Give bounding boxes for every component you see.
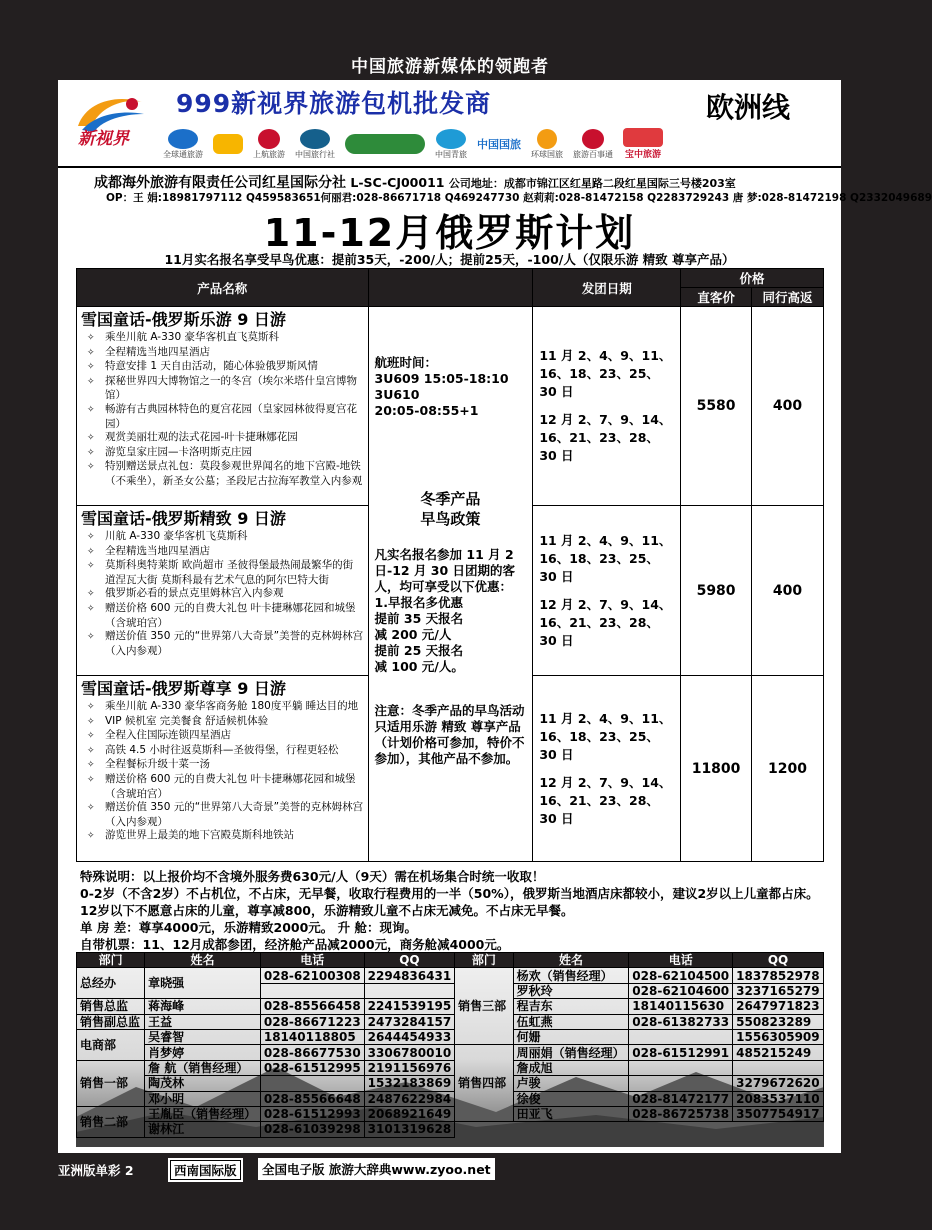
- staff-row: 总经办 章晓强 028-62100308 2294836431 销售三部 杨欢（销售经理） 028-62104500 1837852978: [77, 968, 824, 983]
- product-bullet: ✧ VIP 候机室 完美餐食 舒适候机体验: [81, 715, 364, 730]
- policy-line: 提前 35 天报名: [374, 611, 464, 626]
- product-bullet: ✧ 探秘世界四大博物馆之一的冬宫（埃尔米塔什皇宫博物馆）: [81, 375, 364, 403]
- staff-table: [76, 952, 824, 1138]
- product-bullet: ✧ 全程餐标升级十菜一汤: [81, 758, 364, 773]
- product-cell: [77, 307, 369, 506]
- company-address: 成都市锦江区红星路二段红星国际三号楼203室: [503, 177, 736, 190]
- product-table: [76, 268, 824, 862]
- product-bullet: ✧ 观赏美丽壮观的法式花园-叶卡捷琳娜花园: [81, 431, 364, 446]
- peer-rebate: 400: [752, 506, 824, 676]
- direct-price: 5580: [681, 307, 752, 506]
- product-bullet: ✧ 全程入住国际连锁四星酒店: [81, 729, 364, 744]
- special-note-line: 特殊说明：以上报价均不含境外服务费630元/人（9天）需在机场集合时统一收取！: [80, 869, 545, 884]
- product-name: 雪国童话-俄罗斯精致 9 日游: [81, 509, 286, 528]
- company-name: 成都海外旅游有限责任公司红星国际分社: [94, 175, 346, 191]
- partner-logo: 上航旅游: [253, 128, 285, 160]
- flight-return-no: 3U610: [374, 387, 420, 402]
- product-bullet: ✧ 赠送价值 350 元的“世界第八大奇景”美誉的克林姆林宫（入内参观）: [81, 801, 364, 829]
- staff-directory: [76, 952, 824, 1147]
- header-date: 发团日期: [533, 269, 681, 307]
- flight-out: 3U609 15:05-18:10: [374, 371, 509, 386]
- policy-notice: 注意：冬季产品的早鸟活动只适用乐游 精致 尊享产品（计划价格可参加，特价不参加），其他产品不参加。: [374, 703, 525, 766]
- product-bullet: ✧ 特意安排 1 天自由活动，随心体验俄罗斯风情: [81, 360, 364, 375]
- partner-logo: [213, 128, 243, 160]
- product-bullet: ✧ 乘坐川航 A-330 豪华客商务舱 180度平躺 睡达目的地: [81, 700, 364, 715]
- partner-logo: [345, 128, 425, 160]
- special-note-line: 单 房 差：尊享4000元，乐游精致2000元。 升 舱：现询。: [80, 920, 417, 935]
- early-bird-policy: 凡实名报名参加 11 月 2 日-12 月 30 日团期的客人，均可享受以下优惠：: [374, 547, 516, 594]
- header-price: 价格: [681, 269, 824, 288]
- direct-price: 5980: [681, 506, 752, 676]
- flight-return-time: 20:05-08:55+1: [374, 403, 479, 418]
- product-bullet: ✧ 高铁 4.5 小时往返莫斯科—圣彼得堡，行程更轻松: [81, 744, 364, 759]
- date-cell: [533, 676, 681, 862]
- product-cell: [77, 506, 369, 676]
- staff-row: 销售副总监 王益 028-86671223 2473284157 伍虹燕 028-61382733 550823289: [77, 1014, 824, 1029]
- footer-website: 全国电子版 旅游大辞典www.zyoo.net: [258, 1158, 495, 1180]
- partner-logo: 全球通旅游: [163, 128, 203, 160]
- special-note-line: 自带机票：11、12月成都参团，经济舱产品减2000元，商务舱减4000元。: [80, 937, 510, 952]
- date-cell: [533, 506, 681, 676]
- dates-dec: 12 月 2、7、9、14、16、21、23、28、30 日: [539, 596, 672, 648]
- product-bullet: ✧ 游览世界上最美的地下宫殿莫斯科地铁站: [81, 829, 364, 844]
- product-bullet: ✧ 游览皇家庄园—卡洛明斯克庄园: [81, 446, 364, 461]
- winter-title-2: 早鸟政策: [420, 510, 481, 528]
- route-line-tag: 欧洲线: [706, 91, 791, 124]
- winter-title-1: 冬季产品: [420, 490, 481, 508]
- header-notes: [368, 269, 533, 307]
- staff-row: 邓小明 028-85566648 2487622984 徐俊 028-81472177 2083537110: [77, 1091, 824, 1106]
- dates-nov: 11 月 2、4、9、11、16、18、23、25、30 日: [539, 532, 672, 584]
- partner-logo: 旅游百事通: [573, 128, 613, 160]
- banner-title: 999新视界旅游包机批发商: [176, 89, 492, 118]
- partner-logo: 中国青旅: [435, 128, 467, 160]
- partner-logo: 环球国旅: [531, 128, 563, 160]
- product-bullet: ✧ 畅游有古典园林特色的夏宫花园（皇家园林彼得夏宫花园）: [81, 403, 364, 431]
- product-bullet: ✧ 全程精选当地四星酒店: [81, 346, 364, 361]
- staff-header-row: 部门 姓名 电话 QQ 部门 姓名 电话 QQ: [77, 953, 824, 968]
- staff-row: 罗秋玲 028-62104600 3237165279: [77, 983, 824, 998]
- plan-title: 11-12月俄罗斯计划: [263, 211, 636, 255]
- partner-logos: [163, 124, 833, 164]
- product-name: 雪国童话-俄罗斯乐游 9 日游: [81, 310, 286, 329]
- op-contacts: OP：王 娟:18981797112 Q459583651何丽君:028-86671718 Q469247730 赵莉莉:028-81472158 Q2283729243 唐 梦:028-81472198 Q2332049689: [106, 192, 932, 204]
- logo-text: 新视界: [78, 129, 129, 149]
- partner-logo: 宝中旅游: [623, 128, 663, 160]
- early-bird-note: 11月实名报名享受早鸟优惠：提前35天，-200/人；提前25天，-100/人（仅限乐游 精致 尊享产品）: [164, 252, 735, 267]
- flight-label: 航班时间：: [374, 355, 438, 370]
- peer-rebate: 1200: [752, 676, 824, 862]
- staff-row: 陶茂林 1532183869 卢骏 3279672620: [77, 1076, 824, 1091]
- policy-line: 提前 25 天报名: [374, 643, 464, 658]
- product-bullet: ✧ 赠送价格 600 元的自费大礼包 叶卡捷琳娜花园和城堡（含琥珀宫）: [81, 773, 364, 801]
- policy-line: 减 200 元/人: [374, 627, 452, 642]
- flyer-sheet: [58, 80, 932, 1153]
- footer-southwest-edition: 西南国际版: [168, 1158, 243, 1182]
- product-cell: [77, 676, 369, 862]
- header-peer-rebate: 同行高返: [752, 288, 824, 307]
- peer-rebate: 400: [752, 307, 824, 506]
- policy-line: 1.早报名多优惠: [374, 595, 463, 610]
- staff-row: 销售一部 詹 航（销售经理） 028-61512995 2191156976 詹成旭: [77, 1060, 824, 1075]
- special-note-line: 0-2岁（不含2岁）不占机位，不占床，无早餐，收取行程费用的一半（50%），俄罗斯当地酒店床都较小，建议2岁以上儿童都占床。12岁以下不愿意占床的儿童，尊享减800，乐游精致儿童不占床无减免。不占床无早餐。: [80, 886, 819, 918]
- staff-row: 电商部 吴睿智 18140118805 2644454933 何姗 1556305909: [77, 1029, 824, 1044]
- notes-cell: [368, 307, 533, 862]
- header-direct-price: 直客价: [681, 288, 752, 307]
- policy-line: 减 100 元/人。: [374, 659, 464, 674]
- staff-row: 谢林江 028-61039298 3101319628: [77, 1122, 824, 1137]
- product-bullet: ✧ 乘坐川航 A-330 豪华客机直飞莫斯科: [81, 331, 364, 346]
- header-band: [58, 80, 841, 168]
- product-bullet: ✧ 赠送价格 600 元的自费大礼包 叶卡捷琳娜花园和城堡（含琥珀宫）: [81, 602, 364, 630]
- partner-logo: 中国国旅: [477, 138, 521, 151]
- company-license: L-SC-CJ00011: [350, 175, 445, 190]
- top-slogan: 中国旅游新媒体的领跑者: [351, 57, 549, 77]
- dates-nov: 11 月 2、4、9、11、16、18、23、25、30 日: [539, 710, 672, 762]
- special-notes: [80, 868, 825, 953]
- product-bullet: ✧ 川航 A-330 豪华客机飞莫斯科: [81, 530, 364, 545]
- partner-logo: 中国旅行社: [295, 128, 335, 160]
- product-bullet: ✧ 俄罗斯必看的景点克里姆林宫入内参观: [81, 587, 364, 602]
- date-cell: [533, 307, 681, 506]
- product-bullet: ✧ 特别赠送景点礼包：莫段参观世界闻名的地下宫殿-地铁（不乘坐），新圣女公墓；圣段尼古拉海军教堂入内参观: [81, 460, 364, 488]
- footer: [58, 1158, 858, 1180]
- header-product: 产品名称: [77, 269, 369, 307]
- staff-row: 销售总监 蒋海峰 028-85566458 2241539195 程吉东 18140115630 2647971823: [77, 999, 824, 1014]
- staff-row: 销售二部 王胤臣（销售经理） 028-61512993 2068921649 田亚飞 028-86725738 3507754917: [77, 1106, 824, 1121]
- company-line: 成都海外旅游有限责任公司红星国际分社 L-SC-CJ00011 公司地址：成都市锦江区红星路二段红星国际三号楼203室: [94, 175, 736, 191]
- dates-dec: 12 月 2、7、9、14、16、21、23、28、30 日: [539, 412, 672, 463]
- product-bullet: ✧ 赠送价值 350 元的“世界第八大奇景”美誉的克林姆林宫（入内参观）: [81, 630, 364, 658]
- product-name: 雪国童话-俄罗斯尊享 9 日游: [81, 679, 286, 698]
- staff-row: 肖梦婷 028-86677530 3306780010 销售四部 周丽娟（销售经理） 028-61512991 485215249: [77, 1045, 824, 1060]
- direct-price: 11800: [681, 676, 752, 862]
- dates-dec: 12 月 2、7、9、14、16、21、23、28、30 日: [539, 774, 672, 826]
- dates-nov: 11 月 2、4、9、11、16、18、23、25、30 日: [539, 348, 672, 399]
- product-bullet: ✧ 莫斯科奥特莱斯 欧尚超市 圣彼得堡最热闹最繁华的街道涅瓦大街 莫斯科最有艺术气息的阿尔巴特大街: [81, 559, 364, 587]
- product-bullet: ✧ 全程精选当地四星酒店: [81, 545, 364, 560]
- footer-edition: 亚洲版单彩 2: [58, 1163, 134, 1178]
